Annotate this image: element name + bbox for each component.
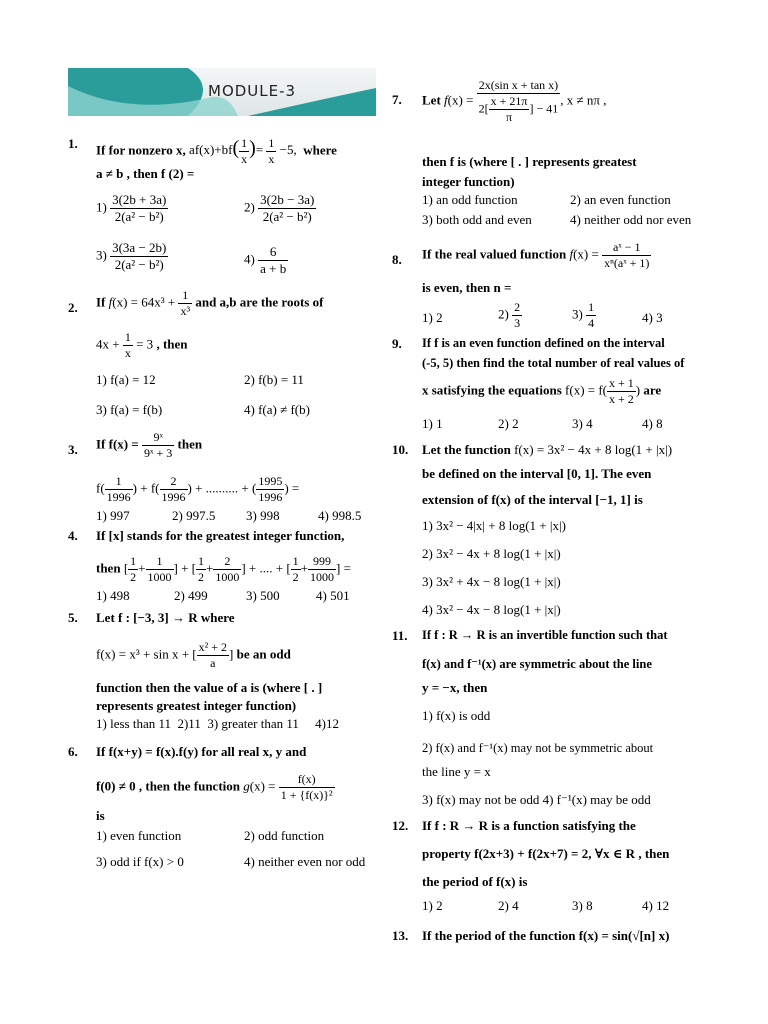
q7-option-3: 3) both odd and even bbox=[422, 212, 532, 227]
q1-equation: af(x)+bf( $\frac{1}{x}$ )= $\frac{1}{x}$ −5, bbox=[189, 136, 297, 166]
q2-option-1: 1) f(a) = 12 bbox=[96, 372, 156, 387]
q6-number: 6. bbox=[68, 744, 78, 759]
q9-line1: If f is an even function defined on the interval bbox=[422, 336, 665, 350]
q7-stem: Let f(x) = 2x(sin x + tan x) 2[ $\frac{x + 21\pi}{\pi}$ ] − 41 , x ≠ nπ , bbox=[422, 78, 607, 124]
q2-option-3: 3) f(a) = f(b) bbox=[96, 402, 163, 417]
q6-line2: f(0) ≠ 0 , then the function g(x) = $\frac{f(x)}{\text{1 + \{f(x)\}²}}$ bbox=[96, 772, 333, 802]
q6-option-1: 1) even function bbox=[96, 828, 182, 843]
q8-then: is even, then n = bbox=[422, 280, 512, 295]
q2-equation: 4x + $\frac{1}{x}$ = 3 , then bbox=[96, 330, 188, 360]
q7-option-1: 1) an odd function bbox=[422, 192, 518, 207]
q5-line3: represents greatest integer function) bbox=[96, 698, 297, 713]
q5-line2: function then the value of a is (where [ . ] bbox=[96, 680, 323, 695]
q4-number: 4. bbox=[68, 528, 78, 543]
q9-option-4: 4) 8 bbox=[642, 416, 663, 431]
q4-expression: then [ $\frac{1}{2}$ + $\frac{1}{1000}$ ] + [ $\frac{1}{2}$ + $\frac{2}{1000}$ ] + .... + [ $\frac{1}{2}$ + $\frac{999}{1000}$ ] = bbox=[96, 554, 351, 584]
q9-line2: (-5, 5) then find the total number of real values of bbox=[422, 356, 685, 370]
q6-stem: If f(x+y) = f(x).f(y) for all real x, y and bbox=[96, 744, 307, 759]
q9-option-1: 1) 1 bbox=[422, 416, 443, 431]
q12-option-3: 3) 8 bbox=[572, 898, 593, 913]
q13-stem: If the period of the function f(x) = sin(√[n] x) bbox=[422, 928, 670, 943]
q8-option-2: 2) $\frac{2}{3}$ bbox=[498, 300, 521, 330]
q9-option-2: 2) 2 bbox=[498, 416, 519, 431]
q7-line3: integer function) bbox=[422, 174, 515, 189]
q12-line3: the period of f(x) is bbox=[422, 874, 528, 889]
q1-option-2: 2) $\frac{3(2b - 3a)}{\text{2(a² − b²)}}$ bbox=[244, 192, 315, 224]
q11-option-1: 1) f(x) is odd bbox=[422, 708, 491, 723]
q11-number: 11. bbox=[392, 628, 408, 643]
q10-option-4: 4) 3x² − 4x − 8 log(1 + |x|) bbox=[422, 602, 561, 617]
q6-is: is bbox=[96, 808, 105, 823]
q3-number: 3. bbox=[68, 442, 78, 457]
q3-expression: f( $\frac{1}{1996}$ ) + f( $\frac{2}{1996}$ ) + .......... + ( $\frac{1995}{1996}$ ) = bbox=[96, 474, 300, 504]
q7-line2: then f is (where [ . ] represents greatest bbox=[422, 154, 637, 169]
q10-number: 10. bbox=[392, 442, 409, 457]
q8-option-3: 3) $\frac{1}{4}$ bbox=[572, 300, 595, 330]
q10-line3: extension of f(x) of the interval [−1, 1] is bbox=[422, 492, 643, 507]
q11-option-2: 2) f(x) and f⁻¹(x) may not be symmetric about bbox=[422, 741, 654, 755]
q4-option-1: 1) 498 bbox=[96, 588, 130, 603]
q1-number: 1. bbox=[68, 136, 78, 151]
q3-option-3: 3) 998 bbox=[246, 508, 280, 523]
q5-number: 5. bbox=[68, 610, 78, 625]
q4-option-4: 4) 501 bbox=[316, 588, 350, 603]
q12-line1: If f : R → R is a function satisfying the bbox=[422, 818, 636, 833]
q12-line2: property f(2x+3) + f(2x+7) = 2, ∀x ∈ R , then bbox=[422, 846, 670, 861]
q6-option-3: 3) odd if f(x) > 0 bbox=[96, 854, 184, 869]
q11-line3: y = −x, then bbox=[422, 680, 488, 695]
q11-option-2b: the line y = x bbox=[422, 764, 491, 779]
q4-option-2: 2) 499 bbox=[174, 588, 208, 603]
q5-options: 1) less than 11 2)11 3) greater than 11 4)12 bbox=[96, 716, 339, 731]
q10-option-2: 2) 3x² − 4x + 8 log(1 + |x|) bbox=[422, 546, 561, 561]
q12-number: 12. bbox=[392, 818, 409, 833]
q7-option-2: 2) an even function bbox=[570, 192, 671, 207]
q2-stem: If f(x) = 64x³ + $\frac{1}{\text{x³}}$ and a,b are the roots of bbox=[96, 288, 324, 318]
q4-stem: If [x] stands for the greatest integer function, bbox=[96, 528, 345, 543]
q2-option-2: 2) f(b) = 11 bbox=[244, 372, 304, 387]
q1-condition: a ≠ b , then f (2) = bbox=[96, 166, 195, 181]
q6-option-4: 4) neither even nor odd bbox=[244, 854, 366, 869]
q3-option-4: 4) 998.5 bbox=[318, 508, 362, 523]
q1-option-4: 4) $\frac{6}{a + b}$ bbox=[244, 244, 287, 276]
q5-stem: Let f : [−3, 3] → R where bbox=[96, 610, 235, 625]
q5-equation: f(x) = x³ + sin x + [ $\frac{\text{x² + 2}}{a}$ ] be an odd bbox=[96, 640, 291, 670]
q6-option-2: 2) odd function bbox=[244, 828, 325, 843]
q7-option-4: 4) neither odd nor even bbox=[570, 212, 692, 227]
q4-option-3: 3) 500 bbox=[246, 588, 280, 603]
q10-line2: be defined on the interval [0, 1]. The even bbox=[422, 466, 652, 481]
q11-line2: f(x) and f⁻¹(x) are symmetric about the line bbox=[422, 657, 652, 671]
q2-option-4: 4) f(a) ≠ f(b) bbox=[244, 402, 310, 417]
q10-option-3: 3) 3x² + 4x − 8 log(1 + |x|) bbox=[422, 574, 561, 589]
q12-option-1: 1) 2 bbox=[422, 898, 443, 913]
q2-number: 2. bbox=[68, 300, 78, 315]
q10-option-1: 1) 3x² − 4|x| + 8 log(1 + |x|) bbox=[422, 518, 566, 533]
module-title: MODULE-3 bbox=[208, 82, 297, 100]
q3-option-1: 1) 997 bbox=[96, 508, 130, 523]
q3-option-2: 2) 997.5 bbox=[172, 508, 216, 523]
q1-stem bbox=[96, 136, 337, 167]
q11-option-3-4: 3) f(x) may not be odd 4) f⁻¹(x) may be odd bbox=[422, 792, 651, 807]
q1-option-1: 1) $\frac{3(2b + 3a)}{\text{2(a² − b²)}}$ bbox=[96, 192, 167, 224]
q1-stem-text: If for nonzero x, bbox=[96, 142, 186, 158]
q8-option-4: 4) 3 bbox=[642, 310, 663, 325]
module-banner bbox=[68, 68, 376, 116]
q9-number: 9. bbox=[392, 336, 402, 351]
q1-option-3: 3) $\frac{3(3a - 2b)}{\text{2(a² − b²)}}$ bbox=[96, 240, 167, 272]
q12-option-4: 4) 12 bbox=[642, 898, 670, 913]
q8-stem: If the real valued function f(x) = $\frac{\text{aˣ − 1}}{\text{xⁿ(aˣ + 1)}}$ bbox=[422, 240, 650, 270]
q9-option-3: 3) 4 bbox=[572, 416, 593, 431]
q8-option-1: 1) 2 bbox=[422, 310, 443, 325]
q10-stem: Let the function f(x) = 3x² − 4x + 8 log(1 + |x|) bbox=[422, 442, 673, 457]
q12-option-2: 2) 4 bbox=[498, 898, 519, 913]
q9-line3: x satisfying the equations f(x) = f( $\frac{x + 1}{x + 2}$ ) are bbox=[422, 376, 662, 406]
q7-number: 7. bbox=[392, 92, 402, 107]
q1-where: where bbox=[303, 142, 337, 158]
q11-line1: If f : R → R is an invertible function such that bbox=[422, 628, 668, 642]
q3-stem: If f(x) = $\frac{\text{9ˣ}}{\text{9ˣ + 3}}$ then bbox=[96, 430, 203, 460]
q8-number: 8. bbox=[392, 252, 402, 267]
q13-number: 13. bbox=[392, 928, 409, 943]
